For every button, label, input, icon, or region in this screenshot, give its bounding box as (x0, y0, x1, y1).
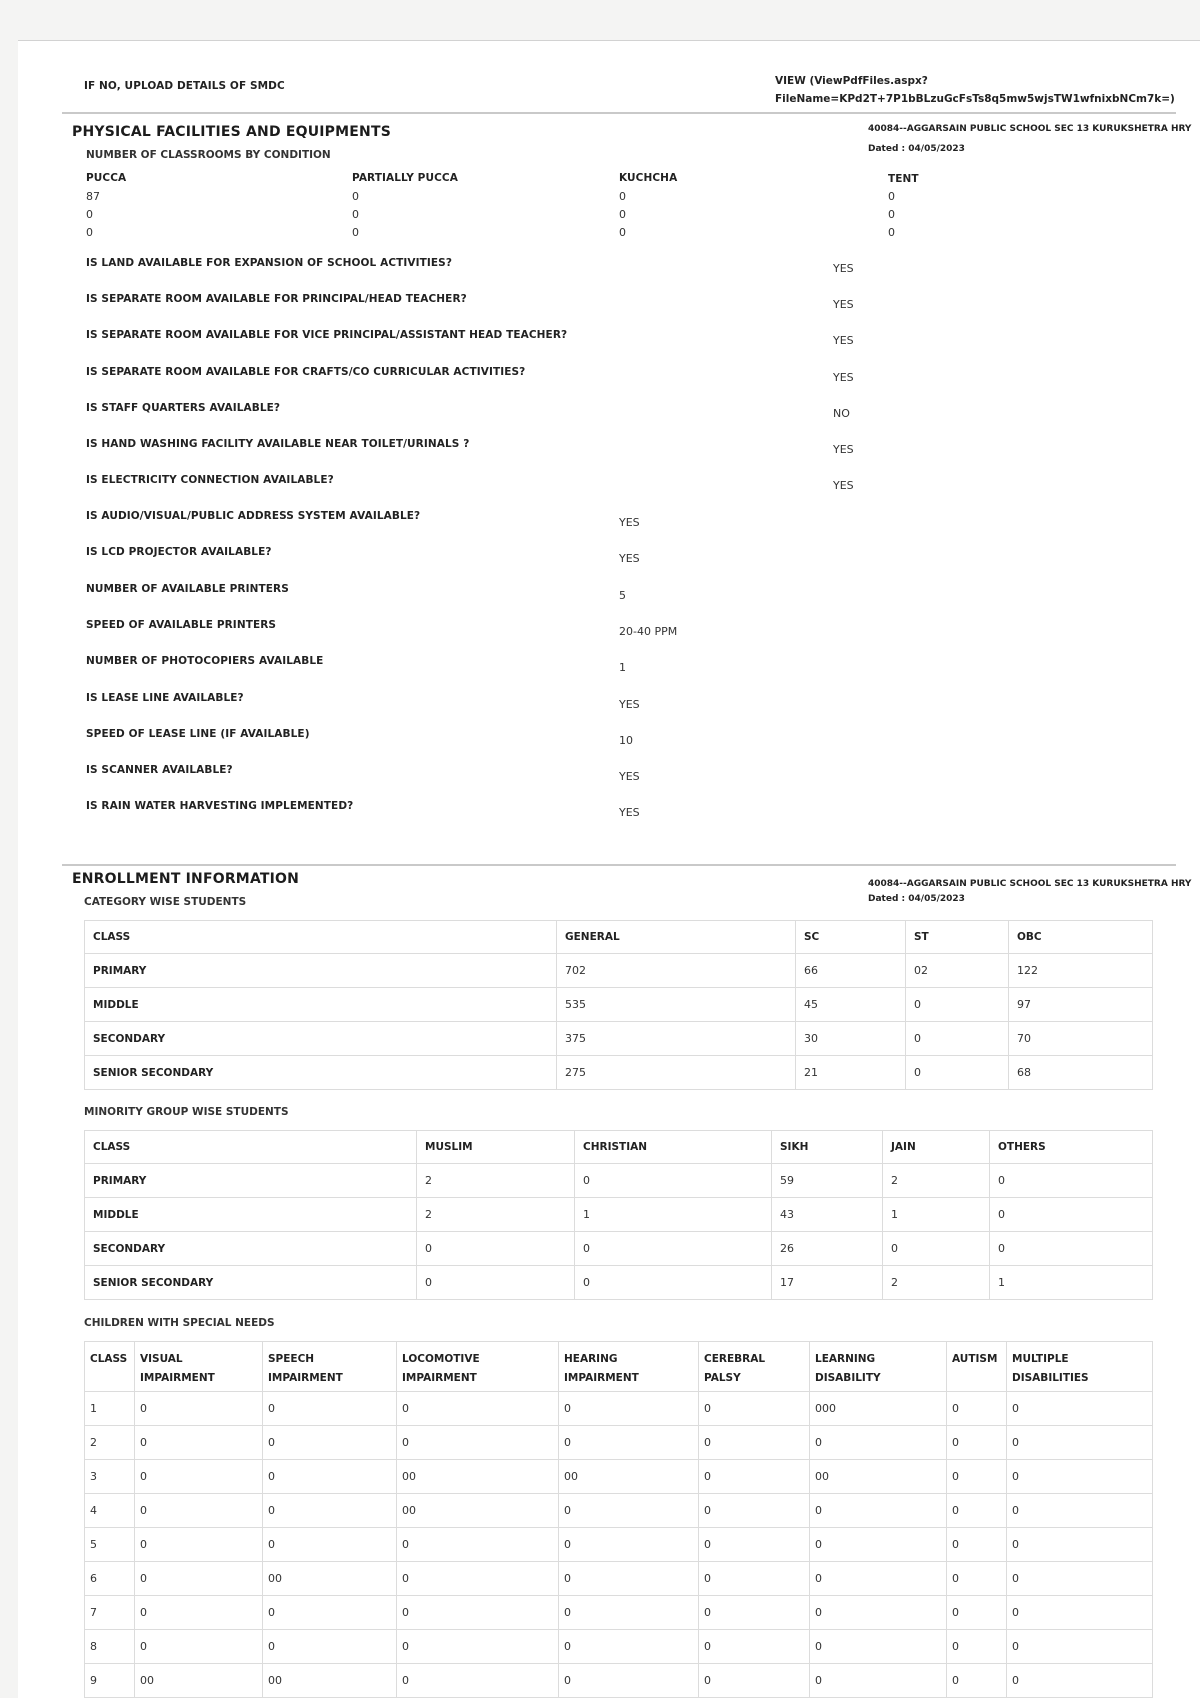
table-cell: 0 (699, 1562, 810, 1596)
question-answer: YES (619, 806, 640, 820)
table-row (85, 1056, 1153, 1090)
table-cell: 30 (796, 1022, 906, 1056)
table-cell: 0 (947, 1630, 1007, 1664)
minority-table (84, 1130, 1153, 1300)
table-row (85, 1528, 1153, 1562)
table-cell: 0 (947, 1392, 1007, 1426)
table-cell: 0 (947, 1528, 1007, 1562)
question-label: IS RAIN WATER HARVESTING IMPLEMENTED? (86, 800, 354, 813)
table-cell: 0 (135, 1562, 263, 1596)
table-cell: 0 (699, 1392, 810, 1426)
table-cell: 43 (772, 1198, 883, 1232)
table-cell: 0 (699, 1460, 810, 1494)
table-row (85, 988, 1153, 1022)
table-cell: 0 (1007, 1426, 1153, 1460)
column-header: SC (796, 921, 906, 954)
table-cell: 00 (135, 1664, 263, 1698)
physical-dated: Dated : 04/05/2023 (868, 144, 965, 154)
table-cell: 0 (397, 1426, 559, 1460)
column-header: CLASS (85, 921, 557, 954)
table-row (85, 1460, 1153, 1494)
classroom-count: 87 (86, 190, 100, 203)
table-cell: 0 (397, 1528, 559, 1562)
table-cell: 0 (135, 1392, 263, 1426)
table-row (85, 1426, 1153, 1460)
table-cell: 0 (559, 1596, 699, 1630)
table-row (85, 954, 1153, 988)
table-cell: 0 (810, 1664, 947, 1698)
question-label: IS LCD PROJECTOR AVAILABLE? (86, 546, 272, 559)
question-answer: 20-40 PPM (619, 624, 678, 638)
table-cell: 535 (557, 988, 796, 1022)
table-row (85, 1198, 1153, 1232)
row-class-label: 6 (85, 1562, 135, 1596)
table-cell: 02 (906, 954, 1009, 988)
question-answer: YES (619, 697, 640, 711)
table-cell: 0 (1007, 1494, 1153, 1528)
table-cell: 0 (947, 1664, 1007, 1698)
table-cell: 0 (263, 1460, 397, 1494)
question-label: NUMBER OF PHOTOCOPIERS AVAILABLE (86, 655, 324, 668)
table-cell: 0 (699, 1664, 810, 1698)
table-cell: 0 (947, 1494, 1007, 1528)
table-cell: 0 (397, 1392, 559, 1426)
enrollment-school-name: 40084--AGGARSAIN PUBLIC SCHOOL SEC 13 KURUKSHETRA HRY (868, 879, 1192, 889)
divider (62, 112, 1176, 114)
table-cell: 0 (947, 1596, 1007, 1630)
table-cell: 00 (397, 1494, 559, 1528)
table-cell: 275 (557, 1056, 796, 1090)
row-class-label: SENIOR SECONDARY (85, 1266, 417, 1300)
column-header: VISUAL IMPAIRMENT (135, 1342, 263, 1392)
table-cell: 0 (559, 1664, 699, 1698)
table-cell: 0 (263, 1426, 397, 1460)
table-cell: 0 (559, 1426, 699, 1460)
table-cell: 00 (263, 1664, 397, 1698)
table-cell: 0 (263, 1528, 397, 1562)
question-answer: YES (833, 479, 854, 493)
table-cell: 2 (417, 1198, 575, 1232)
row-class-label: 9 (85, 1664, 135, 1698)
question-label: IS SEPARATE ROOM AVAILABLE FOR VICE PRINCIPAL/ASSISTANT HEAD TEACHER? (86, 329, 568, 342)
table-row (85, 1494, 1153, 1528)
table-cell: 26 (772, 1232, 883, 1266)
table-cell: 0 (135, 1460, 263, 1494)
column-header: ST (906, 921, 1009, 954)
row-class-label: 4 (85, 1494, 135, 1528)
classroom-col-header: TENT (888, 173, 919, 185)
question-label: IS SCANNER AVAILABLE? (86, 764, 233, 777)
table-cell: 17 (772, 1266, 883, 1300)
view-pdf-link-line1: VIEW (ViewPdfFiles.aspx? (775, 75, 928, 87)
table-cell: 70 (1009, 1022, 1153, 1056)
question-answer: YES (833, 334, 854, 348)
table-cell: 0 (1007, 1528, 1153, 1562)
classroom-count: 0 (352, 226, 359, 239)
table-cell: 0 (1007, 1460, 1153, 1494)
question-answer: YES (833, 370, 854, 384)
smdc-label: IF NO, UPLOAD DETAILS OF SMDC (84, 80, 285, 92)
table-cell: 0 (990, 1164, 1153, 1198)
table-cell: 2 (883, 1164, 990, 1198)
column-header: OTHERS (990, 1131, 1153, 1164)
table-cell: 0 (1007, 1392, 1153, 1426)
question-label: IS STAFF QUARTERS AVAILABLE? (86, 401, 281, 414)
table-cell: 0 (263, 1494, 397, 1528)
row-class-label: MIDDLE (85, 988, 557, 1022)
classroom-count: 0 (888, 190, 895, 203)
table-cell: 2 (417, 1164, 575, 1198)
table-cell: 0 (135, 1426, 263, 1460)
table-cell: 45 (796, 988, 906, 1022)
column-header: MULTIPLE DISABILITIES (1007, 1342, 1153, 1392)
table-cell: 0 (559, 1562, 699, 1596)
table-cell: 0 (947, 1460, 1007, 1494)
column-header: AUTISM (947, 1342, 1007, 1392)
column-header: GENERAL (557, 921, 796, 954)
row-class-label: 2 (85, 1426, 135, 1460)
special-needs-label: CHILDREN WITH SPECIAL NEEDS (84, 1317, 275, 1329)
row-class-label: 5 (85, 1528, 135, 1562)
table-cell: 0 (947, 1562, 1007, 1596)
table-cell: 66 (796, 954, 906, 988)
table-cell: 0 (417, 1266, 575, 1300)
row-class-label: 7 (85, 1596, 135, 1630)
table-cell: 00 (810, 1460, 947, 1494)
column-header: SPEECH IMPAIRMENT (263, 1342, 397, 1392)
classroom-count: 0 (619, 190, 626, 203)
table-cell: 0 (810, 1630, 947, 1664)
classroom-count: 0 (888, 208, 895, 221)
table-cell: 0 (810, 1494, 947, 1528)
table-cell: 0 (559, 1630, 699, 1664)
view-pdf-link-line2: FileName=KPd2T+7P1bBLzuGcFsTs8q5mw5wjsTW1wfnixbNCm7k=) (775, 93, 1175, 105)
row-class-label: MIDDLE (85, 1198, 417, 1232)
table-cell: 0 (263, 1392, 397, 1426)
table-cell: 0 (699, 1528, 810, 1562)
physical-school-name: 40084--AGGARSAIN PUBLIC SCHOOL SEC 13 KURUKSHETRA HRY (868, 124, 1192, 134)
table-cell: 0 (1007, 1562, 1153, 1596)
classroom-col-header: KUCHCHA (619, 172, 678, 184)
question-answer: NO (833, 406, 850, 420)
classroom-count: 0 (86, 208, 93, 221)
table-cell: 0 (1007, 1630, 1153, 1664)
table-cell: 0 (947, 1426, 1007, 1460)
table-cell: 0 (1007, 1596, 1153, 1630)
table-row (85, 1022, 1153, 1056)
question-label: NUMBER OF AVAILABLE PRINTERS (86, 582, 289, 595)
classrooms-label: NUMBER OF CLASSROOMS BY CONDITION (86, 149, 331, 161)
table-cell: 0 (810, 1528, 947, 1562)
row-class-label: PRIMARY (85, 1164, 417, 1198)
special-needs-table (84, 1341, 1153, 1698)
column-header: CEREBRAL PALSY (699, 1342, 810, 1392)
column-header: CLASS (85, 1342, 135, 1392)
view-pdf-link[interactable] (775, 72, 1175, 108)
table-cell: 0 (135, 1630, 263, 1664)
column-header: CHRISTIAN (575, 1131, 772, 1164)
table-cell: 0 (906, 1022, 1009, 1056)
table-cell: 0 (699, 1630, 810, 1664)
category-table (84, 920, 1153, 1090)
column-header: SIKH (772, 1131, 883, 1164)
question-answer: YES (833, 443, 854, 456)
table-row (85, 1562, 1153, 1596)
table-cell: 21 (796, 1056, 906, 1090)
table-row (85, 1164, 1153, 1198)
table-cell: 0 (990, 1198, 1153, 1232)
column-header: LOCOMOTIVE IMPAIRMENT (397, 1342, 559, 1392)
divider (62, 864, 1176, 866)
table-cell: 0 (135, 1528, 263, 1562)
table-cell: 0 (810, 1426, 947, 1460)
question-answer: YES (619, 516, 640, 529)
table-row (85, 1596, 1153, 1630)
minority-label: MINORITY GROUP WISE STUDENTS (84, 1106, 289, 1118)
table-cell: 0 (417, 1232, 575, 1266)
question-answer: 1 (619, 661, 626, 675)
enrollment-section-title: ENROLLMENT INFORMATION (72, 871, 300, 887)
table-cell: 0 (135, 1494, 263, 1528)
table-header-row (85, 921, 1153, 954)
table-cell: 122 (1009, 954, 1153, 988)
classroom-count: 0 (888, 226, 895, 239)
table-cell: 0 (699, 1426, 810, 1460)
row-class-label: 1 (85, 1392, 135, 1426)
column-header: LEARNING DISABILITY (810, 1342, 947, 1392)
row-class-label: SECONDARY (85, 1232, 417, 1266)
row-class-label: SENIOR SECONDARY (85, 1056, 557, 1090)
question-label: IS AUDIO/VISUAL/PUBLIC ADDRESS SYSTEM AVAILABLE? (86, 510, 421, 522)
question-label: IS LEASE LINE AVAILABLE? (86, 691, 244, 704)
question-answer: 10 (619, 733, 633, 747)
row-class-label: SECONDARY (85, 1022, 557, 1056)
table-cell: 0 (810, 1562, 947, 1596)
table-cell: 1 (990, 1266, 1153, 1300)
column-header: OBC (1009, 921, 1153, 954)
table-cell: 0 (575, 1266, 772, 1300)
table-cell: 1 (883, 1198, 990, 1232)
classroom-count: 0 (619, 226, 626, 239)
question-label: IS HAND WASHING FACILITY AVAILABLE NEAR TOILET/URINALS ? (86, 438, 470, 450)
table-cell: 0 (559, 1528, 699, 1562)
table-cell: 0 (699, 1494, 810, 1528)
classroom-count: 0 (619, 208, 626, 221)
column-header: JAIN (883, 1131, 990, 1164)
enrollment-dated: Dated : 04/05/2023 (868, 894, 965, 904)
question-answer: YES (619, 770, 640, 784)
table-cell: 0 (397, 1562, 559, 1596)
classroom-count: 0 (352, 190, 359, 203)
category-label: CATEGORY WISE STUDENTS (84, 896, 247, 908)
table-cell: 0 (559, 1392, 699, 1426)
table-cell: 0 (1007, 1664, 1153, 1698)
row-class-label: 8 (85, 1630, 135, 1664)
question-answer: YES (833, 298, 854, 312)
table-cell: 0 (906, 988, 1009, 1022)
table-cell: 0 (883, 1232, 990, 1266)
table-cell: 0 (397, 1664, 559, 1698)
table-cell: 0 (575, 1232, 772, 1266)
table-row (85, 1232, 1153, 1266)
table-cell: 59 (772, 1164, 883, 1198)
table-cell: 0 (699, 1596, 810, 1630)
row-class-label: PRIMARY (85, 954, 557, 988)
table-cell: 68 (1009, 1056, 1153, 1090)
question-label: IS ELECTRICITY CONNECTION AVAILABLE? (86, 474, 334, 487)
table-row (85, 1664, 1153, 1698)
table-cell: 0 (135, 1596, 263, 1630)
table-cell: 0 (575, 1164, 772, 1198)
table-cell: 0 (559, 1494, 699, 1528)
classroom-count: 0 (352, 208, 359, 221)
table-cell: 0 (906, 1056, 1009, 1090)
classroom-count: 0 (86, 226, 93, 239)
question-answer: 5 (619, 588, 626, 602)
table-cell: 0 (990, 1232, 1153, 1266)
table-header-row (85, 1342, 1153, 1392)
table-cell: 375 (557, 1022, 796, 1056)
column-header: MUSLIM (417, 1131, 575, 1164)
table-cell: 2 (883, 1266, 990, 1300)
table-cell: 97 (1009, 988, 1153, 1022)
table-cell: 00 (397, 1460, 559, 1494)
column-header: HEARING IMPAIRMENT (559, 1342, 699, 1392)
table-cell: 0 (263, 1630, 397, 1664)
table-cell: 00 (559, 1460, 699, 1494)
table-cell: 0 (263, 1596, 397, 1630)
question-answer: YES (833, 262, 854, 275)
question-answer: YES (619, 552, 640, 566)
table-header-row (85, 1131, 1153, 1164)
question-label: IS SEPARATE ROOM AVAILABLE FOR PRINCIPAL/HEAD TEACHER? (86, 293, 467, 306)
question-label: SPEED OF AVAILABLE PRINTERS (86, 618, 277, 631)
table-row (85, 1266, 1153, 1300)
table-cell: 000 (810, 1392, 947, 1426)
row-class-label: 3 (85, 1460, 135, 1494)
physical-section-title: PHYSICAL FACILITIES AND EQUIPMENTS (72, 124, 391, 140)
table-row (85, 1630, 1153, 1664)
classroom-col-header: PARTIALLY PUCCA (352, 172, 458, 184)
column-header: CLASS (85, 1131, 417, 1164)
table-cell: 00 (263, 1562, 397, 1596)
table-cell: 0 (810, 1596, 947, 1630)
table-cell: 702 (557, 954, 796, 988)
question-label: IS SEPARATE ROOM AVAILABLE FOR CRAFTS/CO CURRICULAR ACTIVITIES? (86, 365, 526, 378)
question-label: IS LAND AVAILABLE FOR EXPANSION OF SCHOOL ACTIVITIES? (86, 257, 453, 269)
table-cell: 0 (397, 1630, 559, 1664)
table-cell: 1 (575, 1198, 772, 1232)
classroom-col-header: PUCCA (86, 172, 127, 184)
question-label: SPEED OF LEASE LINE (IF AVAILABLE) (86, 727, 310, 740)
table-row (85, 1392, 1153, 1426)
table-cell: 0 (397, 1596, 559, 1630)
